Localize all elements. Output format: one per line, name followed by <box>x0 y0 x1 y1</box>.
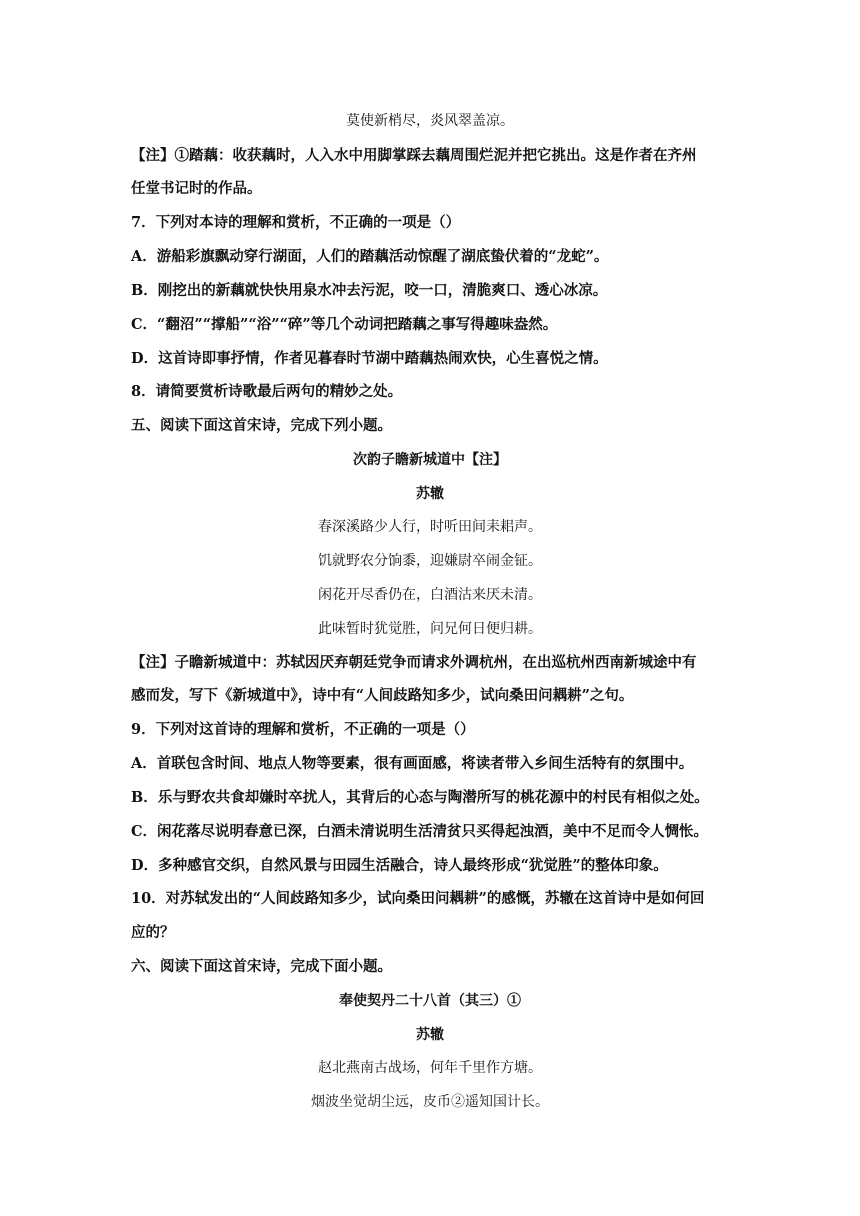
poem-title: 次韵子瞻新城道中【注】 <box>353 452 507 468</box>
poem-line: 赵北燕南古战场，何年千里作方塘。 <box>318 1060 542 1076</box>
note-paragraph: 感而发，写下《新城道中》，诗中有“人间歧路知多少，试向桑田问耦耕”之句。 <box>131 687 634 704</box>
poem-line: 此味暂时犹觉胜，问兄何日便归耕。 <box>318 621 542 637</box>
option-c: C．“翻沼”“撑船”“浴”“碎”等几个动词把踏藕之事写得趣味盎然。 <box>131 316 558 333</box>
note-paragraph: 【注】①踏藕：收获藕时，人入水中用脚掌踩去藕周围烂泥并把它挑出。这是作者在齐州 <box>131 147 697 164</box>
poem-line: 莫使新梢尽，炎风翠盖凉。 <box>346 113 514 129</box>
option-b: B．刚挖出的新藕就快快用泉水冲去污泥，咬一口，清脆爽口、透心冰凉。 <box>131 282 608 299</box>
question-9: 9．下列对这首诗的理解和赏析，不正确的一项是（） <box>131 721 475 738</box>
poem-line: 闲花开尽香仍在，白酒沽来厌未清。 <box>318 587 542 603</box>
option-d: D．这首诗即事抒情，作者见暮春时节湖中踏藕热闹欢快，心生喜悦之情。 <box>131 350 608 367</box>
poem-line: 春深溪路少人行，时听田间耒耜声。 <box>318 519 542 535</box>
poem-line: 烟波坐觉胡尘远，皮币②遥知国计长。 <box>311 1094 549 1110</box>
poem-author: 苏辙 <box>416 1027 444 1043</box>
note-paragraph: 【注】子瞻新城道中：苏轼因厌弃朝廷党争而请求外调杭州，在出巡杭州西南新城途中有 <box>131 654 697 671</box>
option-d: D．多种感官交织，自然风景与田园生活融合，诗人最终形成“犹觉胜”的整体印象。 <box>131 857 668 874</box>
note-paragraph: 任堂书记时的作品。 <box>131 180 262 197</box>
option-a: A．游船彩旗飘动穿行湖面，人们的踏藕活动惊醒了湖底蛰伏着的“龙蛇”。 <box>131 248 609 265</box>
option-a: A．首联包含时间、地点人物等要素，很有画面感，将读者带入乡间生活特有的氛围中。 <box>131 755 694 772</box>
question-8: 8．请简要赏析诗歌最后两句的精妙之处。 <box>131 383 403 400</box>
question-10-cont: 应的？ <box>131 924 175 941</box>
option-c: C．闲花落尽说明春意已深，白酒未清说明生活清贫只买得起浊酒，美中不足而令人惆怅。 <box>131 823 709 840</box>
poem-title: 奉使契丹二十八首（其三）① <box>339 993 521 1009</box>
poem-line: 饥就野农分饷黍，迎嫌尉卒闹金钲。 <box>318 553 542 569</box>
section-heading: 五、阅读下面这首宋诗，完成下列小题。 <box>131 417 392 434</box>
question-7: 7．下列对本诗的理解和赏析，不正确的一项是（） <box>131 214 461 231</box>
section-heading: 六、阅读下面这首宋诗，完成下面小题。 <box>131 958 392 975</box>
option-b: B．乐与野农共食却嫌时卒扰人，其背后的心态与陶潜所写的桃花源中的村民有相似之处。 <box>131 789 709 806</box>
poem-author: 苏辙 <box>416 486 444 502</box>
question-10: 10．对苏轼发出的“人间歧路知多少，试向桑田问耦耕”的感慨，苏辙在这首诗中是如何回 <box>131 890 705 907</box>
